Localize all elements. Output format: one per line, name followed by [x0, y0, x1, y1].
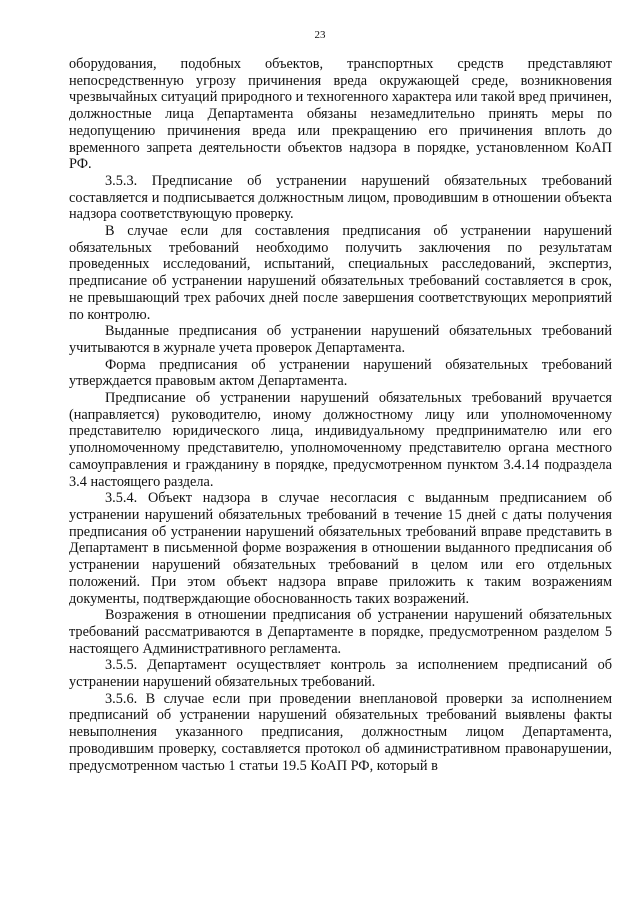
paragraph-objections: Возражения в отношении предписания об устранении нарушений обязательных требований рассматриваются в Департаменте в порядке, предусмотренном разделом 5 настоящего Административного регламента. — [69, 607, 612, 657]
paragraph-form: Форма предписания об устранении нарушений обязательных требований утверждается правовым актом Департамента. — [69, 356, 612, 390]
page-number: 23 — [314, 29, 326, 41]
paragraph-continuation: оборудования, подобных объектов, транспортных средств представляют непосредственную угрозу причинения вреда окружающей среде, возникновения чрезвычайных ситуаций природного и техногенного характера или такой вред причинен, должностные лица Департамента обязаны незамедлительно принять меры по недопущению причинения вреда или прекращению его причинения вплоть до временного запрета деятельности объектов надзора в порядке, установленном КоАП РФ. — [69, 56, 612, 173]
paragraph-3-5-5: 3.5.5. Департамент осуществляет контроль за исполнением предписаний об устранении нарушений обязательных требований. — [69, 657, 612, 691]
paragraph-3-5-3: 3.5.3. Предписание об устранении нарушений обязательных требований составляется и подписывается должностным лицом, проводившим в отношении объекта надзора соответствующую проверку. — [69, 172, 612, 223]
paragraph-3-5-4: 3.5.4. Объект надзора в случае несогласия с выданным предписанием об устранении нарушений обязательных требований в течение 15 дней с даты получения предписания об устранении нарушений обязательных требований вправе представить в Департамент в письменной форме возражения в отношении выданного предписания об устранении нарушений обязательных требований в целом или его отдельных положений. При этом объект надзора вправе приложить к таким возражениям документы, подтверждающие обоснованность таких возражений. — [69, 490, 612, 607]
page-body — [69, 56, 612, 774]
paragraph-3-5-6: 3.5.6. В случае если при проведении внеплановой проверки за исполнением предписаний об устранении нарушений обязательных требований выявлены факты невыполнения указанного предписания, должностным лицом Департамента, проводившим проверку, составляется протокол об административном правонарушении, предусмотренном частью 1 статьи 19.5 КоАП РФ, который в — [69, 690, 612, 774]
paragraph-conclusions: В случае если для составления предписания об устранении нарушений обязательных требований необходимо получить заключения по результатам проведенных исследований, испытаний, специальных расследований, экспертиз, предписание об устранении нарушений обязательных требований составляется в срок, не превышающий трех рабочих дней после завершения соответствующих мероприятий по контролю. — [69, 223, 612, 323]
paragraph-delivery: Предписание об устранении нарушений обязательных требований вручается (направляется) руководителю, иному должностному лицу или уполномоченному представителю юридического лица, индивидуальному предпринимателю или его уполномоченному представителю, уполномоченному представителю органа местного самоуправления и гражданину в порядке, предусмотренном пунктом 3.4.14 подраздела 3.4 настоящего раздела. — [69, 390, 612, 490]
paragraph-journal: Выданные предписания об устранении нарушений обязательных требований учитываются в журнале учета проверок Департамента. — [69, 323, 612, 356]
